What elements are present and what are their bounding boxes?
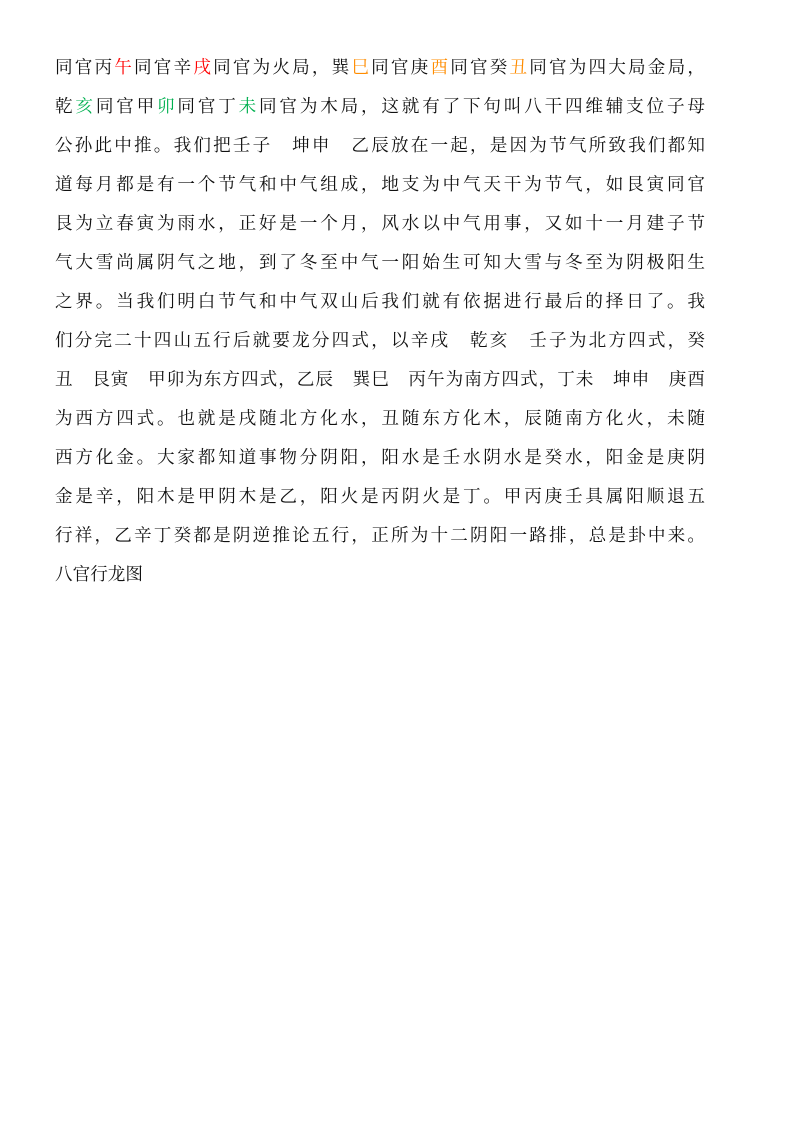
text-run: 为西方四式。也就是戌随北方化水，丑随东方化木，辰随南方化火，未随 bbox=[55, 409, 705, 429]
text-run: 同官庚 bbox=[371, 58, 431, 78]
paragraph-line bbox=[55, 361, 705, 400]
text-run: 同官辛 bbox=[134, 58, 194, 78]
highlighted-character: 酉 bbox=[430, 58, 451, 78]
paragraph-line bbox=[55, 517, 705, 556]
highlighted-character: 卯 bbox=[157, 97, 178, 117]
text-run: 同官丙 bbox=[55, 58, 115, 78]
text-run: 同官丁 bbox=[177, 97, 239, 117]
highlighted-character: 丑 bbox=[509, 58, 530, 78]
figure-caption: 八官行龙图 bbox=[55, 565, 143, 585]
highlighted-character: 午 bbox=[114, 58, 135, 78]
paragraph-line bbox=[55, 244, 705, 283]
paragraph-line bbox=[55, 322, 705, 361]
text-run: 西方化金。大家都知道事物分阴阳，阳水是壬水阴水是癸水，阳金是庚阴 bbox=[55, 448, 705, 468]
paragraph-line bbox=[55, 478, 705, 517]
paragraph-line bbox=[55, 205, 705, 244]
text-run: 公孙此中推。我们把壬子 坤申 乙辰放在一起，是因为节气所致我们都知 bbox=[55, 136, 705, 156]
text-run: 同官为木局，这就有了下句叫八干四维辅支位子母 bbox=[259, 97, 705, 117]
text-run: 乾 bbox=[55, 97, 76, 117]
paragraph-line bbox=[55, 166, 705, 205]
text-run: 同官癸 bbox=[450, 58, 510, 78]
text-run: 艮为立春寅为雨水，正好是一个月，风水以中气用事，又如十一月建子节 bbox=[55, 214, 705, 234]
text-run: 同官为火局，巽 bbox=[213, 58, 352, 78]
paragraph-line bbox=[55, 283, 705, 322]
text-run: 金是辛，阳木是甲阴木是乙，阳火是丙阴火是丁。甲丙庚壬具属阳顺退五 bbox=[55, 487, 705, 507]
highlighted-character: 未 bbox=[238, 97, 260, 117]
main-paragraph bbox=[55, 49, 705, 556]
paragraph-line bbox=[55, 127, 705, 166]
highlighted-character: 亥 bbox=[75, 97, 96, 117]
highlighted-character: 戌 bbox=[193, 58, 214, 78]
paragraph-line bbox=[55, 439, 705, 478]
text-run: 同官为四大局金局， bbox=[529, 58, 705, 78]
text-run: 行祥，乙辛丁癸都是阴逆推论五行，正所为十二阴阳一路排，总是卦中来。 bbox=[55, 526, 705, 546]
text-run: 丑 艮寅 甲卯为东方四式，乙辰 巽巳 丙午为南方四式，丁未 坤申 庚酉 bbox=[55, 370, 705, 390]
text-run: 气大雪尚属阴气之地，到了冬至中气一阳始生可知大雪与冬至为阴极阳生 bbox=[55, 253, 705, 273]
text-run: 之界。当我们明白节气和中气双山后我们就有依据进行最后的择日了。我 bbox=[55, 292, 705, 312]
paragraph-line bbox=[55, 88, 705, 127]
document-body bbox=[55, 49, 705, 595]
paragraph-line bbox=[55, 400, 705, 439]
text-run: 同官甲 bbox=[95, 97, 158, 117]
paragraph-line bbox=[55, 49, 705, 88]
highlighted-character: 巳 bbox=[351, 58, 372, 78]
text-run: 们分完二十四山五行后就要龙分四式，以辛戌 乾亥 壬子为北方四式，癸 bbox=[55, 331, 705, 351]
text-run: 道每月都是有一个节气和中气组成，地支为中气天干为节气，如艮寅同官 bbox=[55, 175, 705, 195]
